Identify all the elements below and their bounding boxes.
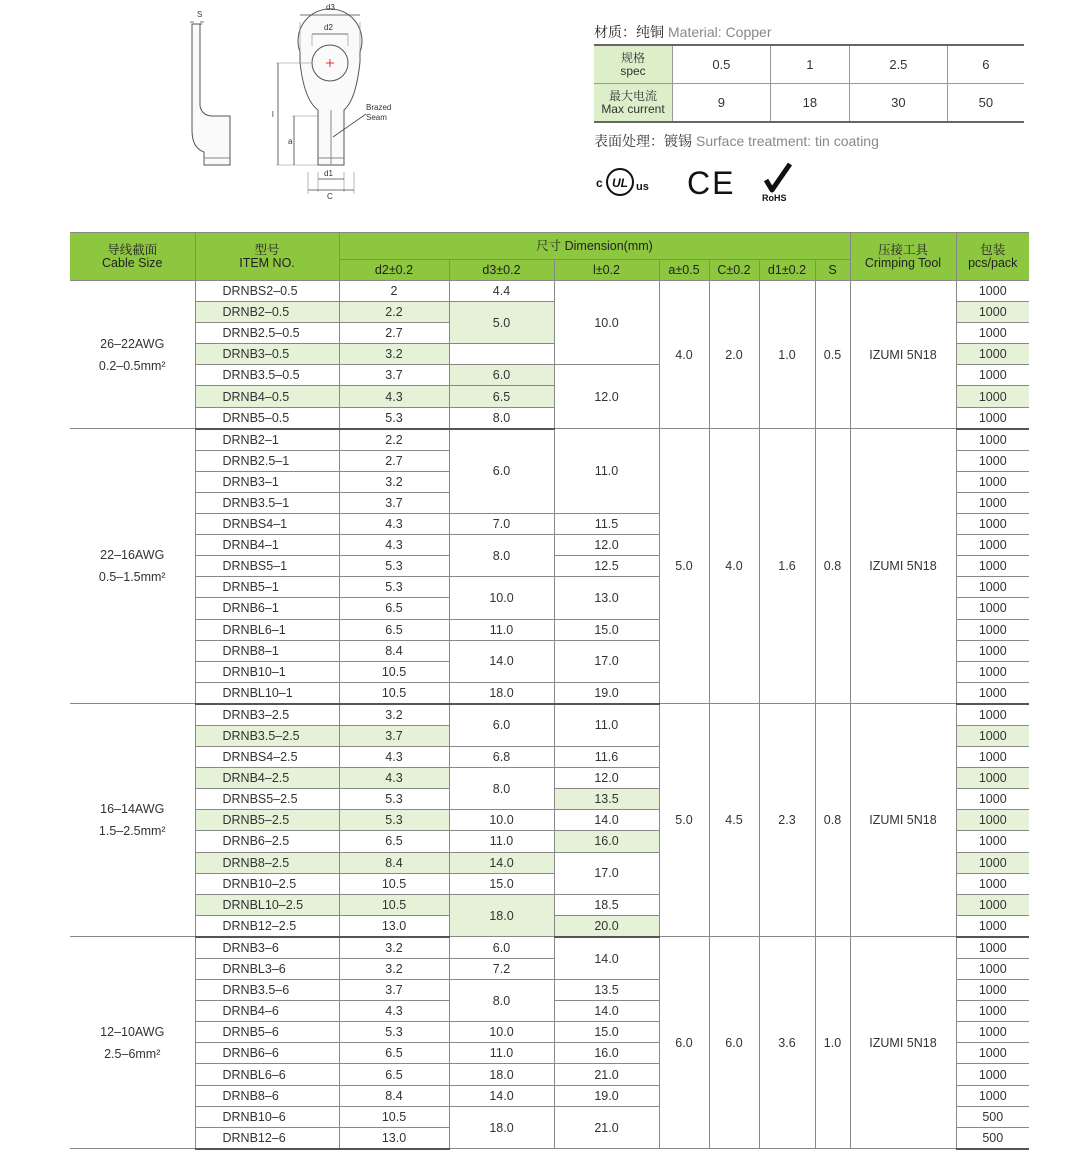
d3-cell: 11.0 — [449, 619, 554, 640]
crimping-tool-cell: IZUMI 5N18 — [850, 281, 956, 429]
d2-cell: 5.3 — [339, 577, 449, 598]
dim-a-label: a — [288, 137, 293, 146]
d2-cell: 3.2 — [339, 344, 449, 365]
d3-cell: 8.0 — [449, 407, 554, 429]
s-cell: 1.0 — [815, 937, 850, 1149]
d2-cell: 10.5 — [339, 682, 449, 704]
d3-cell: 10.0 — [449, 810, 554, 831]
d3-cell: 8.0 — [449, 768, 554, 810]
d3-cell: 5.0 — [449, 302, 554, 344]
d3-cell: 11.0 — [449, 1043, 554, 1064]
d3-cell: 6.0 — [449, 429, 554, 514]
a-cell: 4.0 — [659, 281, 709, 429]
header-d1: d1±0.2 — [759, 260, 815, 281]
header-d3: d3±0.2 — [449, 260, 554, 281]
d2-cell: 5.3 — [339, 1022, 449, 1043]
pack-cell: 1000 — [956, 492, 1029, 513]
d2-cell: 4.3 — [339, 386, 449, 407]
current-value: 30 — [850, 84, 948, 123]
s-cell: 0.8 — [815, 704, 850, 937]
d1-cell: 1.0 — [759, 281, 815, 429]
table-row — [70, 429, 1029, 451]
pack-cell: 500 — [956, 1106, 1029, 1127]
item-no-cell: DRNB5–6 — [195, 1022, 339, 1043]
l-cell: 13.0 — [554, 577, 659, 619]
cable-mm: 1.5–2.5mm² — [98, 824, 166, 839]
item-no-cell: DRNBS4–2.5 — [195, 747, 339, 768]
a-cell: 6.0 — [659, 937, 709, 1149]
d2-cell: 6.5 — [339, 598, 449, 619]
d2-cell: 5.3 — [339, 810, 449, 831]
d1-cell: 2.3 — [759, 704, 815, 937]
l-cell: 11.6 — [554, 747, 659, 768]
a-cell: 5.0 — [659, 704, 709, 937]
spec-value: 6 — [947, 45, 1024, 84]
l-cell: 14.0 — [554, 810, 659, 831]
l-cell: 16.0 — [554, 1043, 659, 1064]
spec-value: 2.5 — [850, 45, 948, 84]
d3-cell: 18.0 — [449, 1064, 554, 1085]
material-en: Material: Copper — [668, 24, 772, 40]
item-no-cell: DRNB5–1 — [195, 577, 339, 598]
l-cell: 12.0 — [554, 365, 659, 429]
item-no-cell: DRNB2–0.5 — [195, 302, 339, 323]
s-cell: 0.8 — [815, 429, 850, 704]
surface-cn: 表面处理：镀锡 — [594, 133, 692, 149]
d2-cell: 3.2 — [339, 704, 449, 726]
terminal-drawing — [180, 2, 392, 202]
l-cell: 17.0 — [554, 640, 659, 682]
dim-l-label: l — [272, 110, 274, 119]
l-cell: 12.0 — [554, 535, 659, 556]
item-no-cell: DRNB8–2.5 — [195, 852, 339, 873]
pack-cell: 1000 — [956, 535, 1029, 556]
svg-text:c: c — [596, 176, 603, 190]
table-body — [70, 281, 1029, 1149]
dim-d3-label: d3 — [326, 3, 335, 12]
pack-cell: 1000 — [956, 577, 1029, 598]
pack-cell: 1000 — [956, 429, 1029, 451]
a-cell: 5.0 — [659, 429, 709, 704]
certification-logos — [594, 160, 1024, 204]
pack-cell: 1000 — [956, 831, 1029, 852]
spec-current-table — [594, 44, 1024, 123]
item-no-cell: DRNBL6–6 — [195, 1064, 339, 1085]
item-no-cell: DRNB10–1 — [195, 661, 339, 682]
d3-cell: 14.0 — [449, 1085, 554, 1106]
header-s: S — [815, 260, 850, 281]
item-no-cell: DRNB3–1 — [195, 471, 339, 492]
ce-mark: CE — [687, 165, 736, 201]
d3-cell: 7.2 — [449, 959, 554, 980]
l-cell: 17.0 — [554, 852, 659, 894]
item-no-cell: DRNB3–0.5 — [195, 344, 339, 365]
l-cell: 14.0 — [554, 937, 659, 980]
d1-cell: 1.6 — [759, 429, 815, 704]
svg-text:us: us — [636, 181, 649, 193]
d3-cell: 14.0 — [449, 852, 554, 873]
d2-cell: 10.5 — [339, 661, 449, 682]
pack-cell: 1000 — [956, 959, 1029, 980]
current-label: 最大电流 Max current — [594, 84, 673, 123]
l-cell: 13.5 — [554, 980, 659, 1001]
current-value: 9 — [673, 84, 771, 123]
pack-cell: 1000 — [956, 682, 1029, 704]
l-cell: 11.0 — [554, 429, 659, 514]
crimping-tool-cell: IZUMI 5N18 — [850, 937, 956, 1149]
current-value: 50 — [947, 84, 1024, 123]
s-cell: 0.5 — [815, 281, 850, 429]
d2-cell: 6.5 — [339, 1043, 449, 1064]
cable-mm: 0.5–1.5mm² — [98, 570, 166, 585]
d2-cell: 2 — [339, 281, 449, 302]
d2-cell: 4.3 — [339, 747, 449, 768]
l-cell: 11.5 — [554, 514, 659, 535]
c-cell: 2.0 — [709, 281, 759, 429]
pack-cell: 1000 — [956, 1085, 1029, 1106]
crimping-tool-cell: IZUMI 5N18 — [850, 704, 956, 937]
l-cell: 15.0 — [554, 619, 659, 640]
item-no-cell: DRNB8–1 — [195, 640, 339, 661]
pack-cell: 1000 — [956, 852, 1029, 873]
c-cell: 4.0 — [709, 429, 759, 704]
header-dimension: 尺寸 Dimension(mm) — [339, 233, 850, 260]
pack-cell: 1000 — [956, 768, 1029, 789]
pack-cell: 1000 — [956, 302, 1029, 323]
pack-cell: 1000 — [956, 471, 1029, 492]
d2-cell: 10.5 — [339, 894, 449, 915]
d2-cell: 13.0 — [339, 1127, 449, 1149]
d2-cell: 10.5 — [339, 1106, 449, 1127]
d2-cell: 5.3 — [339, 556, 449, 577]
d2-cell: 6.5 — [339, 1064, 449, 1085]
item-no-cell: DRNB3–2.5 — [195, 704, 339, 726]
svg-text:UL: UL — [612, 176, 628, 190]
current-value: 18 — [770, 84, 849, 123]
d3-cell: 11.0 — [449, 831, 554, 852]
l-cell: 21.0 — [554, 1106, 659, 1149]
crimping-tool-cell: IZUMI 5N18 — [850, 429, 956, 704]
l-cell: 20.0 — [554, 915, 659, 937]
cable-size-cell — [70, 429, 195, 704]
item-no-cell: DRNB6–1 — [195, 598, 339, 619]
d2-cell: 2.2 — [339, 302, 449, 323]
d2-cell: 8.4 — [339, 640, 449, 661]
item-no-cell: DRNBS2–0.5 — [195, 281, 339, 302]
d3-cell: 6.0 — [449, 365, 554, 386]
l-cell: 18.5 — [554, 894, 659, 915]
d3-cell: 6.0 — [449, 704, 554, 747]
pack-cell: 1000 — [956, 747, 1029, 768]
pack-cell: 1000 — [956, 386, 1029, 407]
d2-cell: 10.5 — [339, 873, 449, 894]
pack-cell: 1000 — [956, 323, 1029, 344]
d2-cell: 6.5 — [339, 619, 449, 640]
d2-cell: 3.7 — [339, 492, 449, 513]
item-no-cell: DRNB2.5–1 — [195, 450, 339, 471]
d2-cell: 4.3 — [339, 1001, 449, 1022]
d3-cell: 14.0 — [449, 640, 554, 682]
item-no-cell: DRNB4–0.5 — [195, 386, 339, 407]
header-crimping-tool: 压接工具 Crimping Tool — [850, 233, 956, 281]
item-no-cell: DRNB6–6 — [195, 1043, 339, 1064]
spec-value: 1 — [770, 45, 849, 84]
d3-cell: 10.0 — [449, 1022, 554, 1043]
item-no-cell: DRNB6–2.5 — [195, 831, 339, 852]
material-cn: 材质：纯铜 — [594, 24, 664, 40]
item-no-cell: DRNB4–2.5 — [195, 768, 339, 789]
item-no-cell: DRNB3.5–6 — [195, 980, 339, 1001]
d2-cell: 2.2 — [339, 429, 449, 451]
dim-s-label: S — [197, 10, 203, 19]
pack-cell: 1000 — [956, 598, 1029, 619]
header-pack: 包装 pcs/pack — [956, 233, 1029, 281]
d2-cell: 3.2 — [339, 959, 449, 980]
pack-cell: 500 — [956, 1127, 1029, 1149]
spec-label: 规格 spec — [594, 45, 673, 84]
d2-cell: 4.3 — [339, 535, 449, 556]
pack-cell: 1000 — [956, 514, 1029, 535]
pack-cell: 1000 — [956, 894, 1029, 915]
d2-cell: 3.7 — [339, 980, 449, 1001]
d3-cell: 18.0 — [449, 682, 554, 704]
cable-awg: 12–10AWG — [100, 1024, 165, 1039]
item-no-cell: DRNBL10–2.5 — [195, 894, 339, 915]
seam-label-line2: Seam — [366, 113, 387, 122]
pack-cell: 1000 — [956, 1064, 1029, 1085]
header-item-no: 型号 ITEM NO. — [195, 233, 339, 281]
d2-cell: 2.7 — [339, 323, 449, 344]
d3-cell: 4.4 — [449, 281, 554, 302]
d3-cell: 8.0 — [449, 980, 554, 1022]
surface-line — [594, 130, 1024, 152]
cable-awg: 26–22AWG — [100, 336, 165, 351]
surface-en: Surface treatment: tin coating — [696, 133, 879, 149]
ul-mark — [596, 169, 649, 195]
d2-cell: 2.7 — [339, 450, 449, 471]
pack-cell: 1000 — [956, 344, 1029, 365]
cable-awg: 16–14AWG — [100, 802, 165, 817]
d3-cell: 15.0 — [449, 873, 554, 894]
pack-cell: 1000 — [956, 619, 1029, 640]
l-cell: 12.0 — [554, 768, 659, 789]
item-no-cell: DRNBS5–2.5 — [195, 789, 339, 810]
header-cable-size: 导线截面 Cable Size — [70, 233, 195, 281]
d3-cell: 6.0 — [449, 937, 554, 959]
pack-cell: 1000 — [956, 1043, 1029, 1064]
d2-cell: 8.4 — [339, 1085, 449, 1106]
pack-cell: 1000 — [956, 873, 1029, 894]
item-no-cell: DRNB10–2.5 — [195, 873, 339, 894]
l-cell: 10.0 — [554, 281, 659, 365]
pack-cell: 1000 — [956, 556, 1029, 577]
item-no-cell: DRNB4–6 — [195, 1001, 339, 1022]
d3-cell: 18.0 — [449, 1106, 554, 1149]
item-no-cell: DRNB3–6 — [195, 937, 339, 959]
pack-cell: 1000 — [956, 980, 1029, 1001]
pack-cell: 1000 — [956, 915, 1029, 937]
pack-cell: 1000 — [956, 789, 1029, 810]
d2-cell: 3.2 — [339, 937, 449, 959]
l-cell: 14.0 — [554, 1001, 659, 1022]
dim-c-label: C — [327, 192, 333, 201]
seam-label-line1: Brazed — [366, 103, 392, 112]
d2-cell: 8.4 — [339, 852, 449, 873]
item-no-cell: DRNB2.5–0.5 — [195, 323, 339, 344]
item-no-cell: DRNBS5–1 — [195, 556, 339, 577]
d2-cell: 3.7 — [339, 365, 449, 386]
d3-cell: 18.0 — [449, 894, 554, 937]
d3-cell: 7.0 — [449, 514, 554, 535]
item-no-cell: DRNB3.5–0.5 — [195, 365, 339, 386]
spec-panel — [594, 20, 1024, 204]
l-cell: 13.5 — [554, 789, 659, 810]
d2-cell: 4.3 — [339, 514, 449, 535]
cable-size-cell — [70, 281, 195, 429]
pack-cell: 1000 — [956, 661, 1029, 682]
l-cell: 19.0 — [554, 682, 659, 704]
c-cell: 6.0 — [709, 937, 759, 1149]
l-cell: 19.0 — [554, 1085, 659, 1106]
item-no-cell: DRNB12–2.5 — [195, 915, 339, 937]
terminal-spec-table — [70, 232, 1029, 1150]
pack-cell: 1000 — [956, 810, 1029, 831]
dim-d1-label: d1 — [324, 169, 333, 178]
item-no-cell: DRNBL6–1 — [195, 619, 339, 640]
item-no-cell: DRNBS4–1 — [195, 514, 339, 535]
d3-cell: 8.0 — [449, 535, 554, 577]
rohs-mark — [762, 164, 790, 203]
cable-mm: 0.2–0.5mm² — [98, 358, 166, 373]
pack-cell: 1000 — [956, 407, 1029, 429]
pack-cell: 1000 — [956, 937, 1029, 959]
d2-cell: 5.3 — [339, 407, 449, 429]
cable-awg: 22–16AWG — [100, 548, 165, 563]
dim-d2-label: d2 — [324, 23, 333, 32]
pack-cell: 1000 — [956, 704, 1029, 726]
d3-cell — [449, 344, 554, 365]
item-no-cell: DRNB10–6 — [195, 1106, 339, 1127]
table-row — [70, 937, 1029, 959]
pack-cell: 1000 — [956, 725, 1029, 746]
pack-cell: 1000 — [956, 281, 1029, 302]
item-no-cell: DRNBL10–1 — [195, 682, 339, 704]
item-no-cell: DRNB3.5–2.5 — [195, 725, 339, 746]
d2-cell: 5.3 — [339, 789, 449, 810]
d2-cell: 4.3 — [339, 768, 449, 789]
l-cell: 16.0 — [554, 831, 659, 852]
l-cell: 15.0 — [554, 1022, 659, 1043]
pack-cell: 1000 — [956, 450, 1029, 471]
d3-cell: 6.5 — [449, 386, 554, 407]
l-cell: 21.0 — [554, 1064, 659, 1085]
header-d2: d2±0.2 — [339, 260, 449, 281]
item-no-cell: DRNB5–2.5 — [195, 810, 339, 831]
d2-cell: 6.5 — [339, 831, 449, 852]
item-no-cell: DRNB5–0.5 — [195, 407, 339, 429]
l-cell: 12.5 — [554, 556, 659, 577]
header-l: l±0.2 — [554, 260, 659, 281]
header-c: C±0.2 — [709, 260, 759, 281]
svg-text:RoHS: RoHS — [762, 193, 787, 203]
l-cell: 11.0 — [554, 704, 659, 747]
table-row — [70, 704, 1029, 726]
cable-size-cell — [70, 937, 195, 1149]
pack-cell: 1000 — [956, 1001, 1029, 1022]
item-no-cell: DRNB2–1 — [195, 429, 339, 451]
d1-cell: 3.6 — [759, 937, 815, 1149]
d2-cell: 3.7 — [339, 725, 449, 746]
table-row — [70, 281, 1029, 302]
spec-value: 0.5 — [673, 45, 771, 84]
d2-cell: 3.2 — [339, 471, 449, 492]
cable-size-cell — [70, 704, 195, 937]
cable-mm: 2.5–6mm² — [104, 1046, 161, 1061]
d2-cell: 13.0 — [339, 915, 449, 937]
item-no-cell: DRNB4–1 — [195, 535, 339, 556]
header-a: a±0.5 — [659, 260, 709, 281]
item-no-cell: DRNBL3–6 — [195, 959, 339, 980]
d3-cell: 6.8 — [449, 747, 554, 768]
pack-cell: 1000 — [956, 365, 1029, 386]
c-cell: 4.5 — [709, 704, 759, 937]
item-no-cell: DRNB8–6 — [195, 1085, 339, 1106]
material-line — [594, 20, 1024, 44]
d3-cell: 10.0 — [449, 577, 554, 619]
item-no-cell: DRNB12–6 — [195, 1127, 339, 1149]
pack-cell: 1000 — [956, 1022, 1029, 1043]
pack-cell: 1000 — [956, 640, 1029, 661]
item-no-cell: DRNB3.5–1 — [195, 492, 339, 513]
